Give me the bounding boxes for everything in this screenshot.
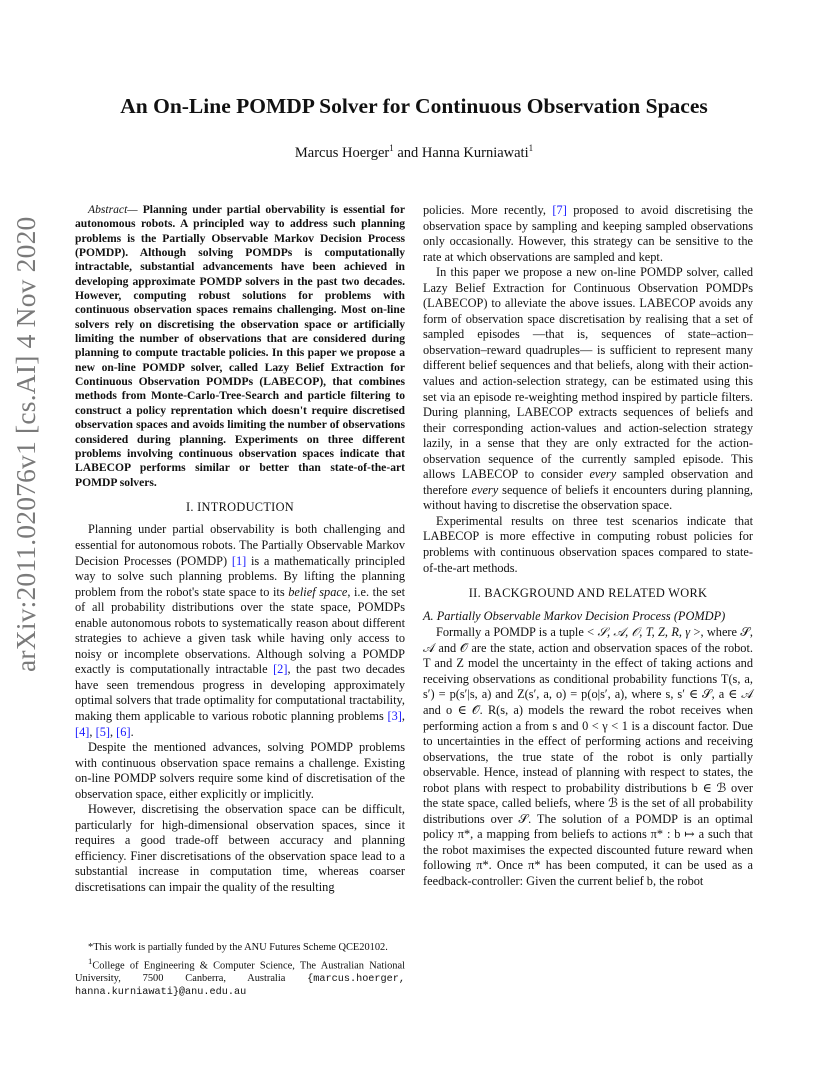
author-name: Hanna Kurniawati: [421, 145, 529, 161]
author-list: [60, 145, 768, 162]
section-heading-background: II. BACKGROUND AND RELATED WORK: [468, 586, 708, 601]
background-paragraph: Formally a POMDP is a tuple < 𝒮, 𝒜, 𝒪, T, Z, R, γ >, where 𝒮, 𝒜 and 𝒪 are the state, action and observation spaces of the robot. T and Z model the uncertainty in the effect of taking actions and receiving observations as conditional probability functions T(s, a, s′) = p(s′|s, a) and Z(s′, a, o) = p(o|s′, a), where s, s′ ∈ 𝒮, a ∈ 𝒜 and o ∈ 𝒪. R(s, a) models the reward the robot receives when performing action a from s and 0 < γ < 1 is a discount factor. Due to uncertainties in the effect of performing actions and receiving observations, the true state of the robot is only partially observable. Hence, instead of planning with respect to states, the robot plans with respect to probability distributions b ∈ ℬ over the state space, called beliefs, where ℬ is the set of all probability distributions over 𝒮. The solution of a POMDP is an optimal policy π*, a mapping from beliefs to actions π* : b ↦ a such that the robot maximises the expected discounted future reward when following π*. Once π* has been computed, it can be used as a feedback-controller: Given the current belief b, the robot: [423, 625, 753, 888]
intro-paragraph: Despite the mentioned advances, solving POMDP problems with continuous observation space remains a challenge. Existing on-line POMDP solvers require some kind of discretisation of the observation space, either explicitly or implicitly.: [75, 740, 405, 801]
intro-paragraph: However, discretising the observation space can be difficult, particularly for high-dimensional observation spaces, since it requires a good trade-off between accuracy and planning efficiency. Finer discretisations of the observation space lead to a substantial increase in computation time, whereas coarser discretisations can impair the quality of the resulting: [75, 802, 405, 894]
footnotes: [75, 942, 405, 1000]
funding-footnote: *This work is partially funded by the ANU Futures Scheme QCE20102.: [88, 942, 388, 953]
citation-link[interactable]: [4]: [75, 724, 90, 739]
right-column: [423, 203, 753, 890]
paper-title: An On-Line POMDP Solver for Continuous Observation Spaces: [120, 94, 708, 118]
intro-paragraph: Experimental results on three test scenarios indicate that LABECOP is more effective in computing robust policies for problems with continuous observation spaces compared to state-of-the-art methods.: [423, 513, 753, 575]
citation-link[interactable]: [3]: [387, 708, 402, 723]
intro-paragraph: policies. More recently, [7] proposed to avoid discretising the observation space by sampling and keeping sampled observations only occasionally. However, this strategy can be sensitive to the rate at which observations are sampled and kept.: [423, 203, 753, 264]
intro-paragraph: In this paper we propose a new on-line POMDP solver, called Lazy Belief Extraction for Continuous Observation POMDPs (LABECOP) to alleviate the above issues. LABECOP avoids any form of observation space discretisation by realising that a set of sampled episodes —that is, sequences of state–action–observation–reward quadruples— is sufficient to represent many different belief sequences and that beliefs, along with their action-values and action-selection strategy, can be estimated using this set via an episode re-weighting method inspired by particle filters. During planning, LABECOP extracts sequences of beliefs and their corresponding action-values and action-selection strategy lazily, in a sense that they are only extracted for the action-observation sequence of the currently sampled episode. This allows LABECOP to consider every sampled observation and therefore every sequence of beliefs it encounters during planning, without having to discretise the observation space.: [423, 265, 753, 513]
author-separator: and: [393, 145, 422, 161]
email-address: {marcus.hoerger, hanna.kurniawati}@anu.edu.au: [75, 973, 405, 999]
abstract-label: Abstract—: [88, 203, 138, 216]
affiliation-mark: 1: [389, 143, 394, 154]
citation-link[interactable]: [6]: [116, 724, 131, 739]
affiliation-footnote: $^1$College of Engineering & Computer Science, The Australian National University, 7500 Canberra, Australia {marcus.hoerger, hanna.kurniawati}@anu.edu.au: [75, 955, 405, 999]
citation-link[interactable]: [2]: [273, 662, 288, 677]
intro-paragraph: Planning under partial observability is both challenging and essential for autonomous robots. The Partially Observable Markov Decision Processes (POMDP) [1] is a mathematically principled way to solve such planning problems. By lifting the planning problem from the robot's state space to its belief space, i.e. the set of all probability distributions over the state space, POMDPs enable autonomous robots to systematically reason about different strategies to achieve a given task while having only access to noisy or incomplete observations. Although solving a POMDP exactly is computationally intractable [2], the past two decades have seen tremendous progress in developing approximately optimal solvers that trade optimality for computational tractability, making them applicable to various robotic planning problems [3], [4], [5], [6].: [75, 522, 406, 739]
citation-link[interactable]: [7]: [552, 203, 567, 217]
citation-link[interactable]: [5]: [95, 724, 110, 739]
citation-link[interactable]: [1]: [231, 553, 247, 568]
abstract: [75, 203, 405, 490]
left-column: [75, 203, 405, 896]
author-name: Marcus Hoerger: [294, 145, 390, 161]
arxiv-identifier: arXiv:2011.02076v1 [cs.AI] 4 Nov 2020: [10, 216, 41, 672]
abstract-text: Planning under partial obervability is essential for autonomous robots. A principled way to address such planning problems is the Partially Observable Markov Decision Process (POMDP). Although solving POMDPs is computationally intractable, substantial advancements have been achieved in developing approximate POMDP solvers in the past two decades. However, computing robust solutions for problems with continuous observation spaces remains challenging. Most on-line solvers rely on discretising the observation space or artificially limiting the number of observations that are considered during planning to compute tractable policies. In this paper we propose a new on-line POMDP solver, called Lazy Belief Extraction for Continuous Observation POMDPs (LABECOP), that combines methods from Monte-Carlo-Tree-Search and particle filtering to construct a policy reprentation which doesn't require discretised observation spaces and avoids limiting the number of observations considered during planning. Experiments on three different problems involving continuous observation spaces indicate that LABECOP performs similar or better than state-of-the-art POMDP solvers.: [75, 203, 405, 489]
affiliation-mark: 1: [528, 143, 534, 154]
subsection-heading-pomdp: A. Partially Observable Markov Decision Process (POMDP): [423, 608, 726, 623]
section-heading-introduction: I. INTRODUCTION: [185, 499, 295, 514]
